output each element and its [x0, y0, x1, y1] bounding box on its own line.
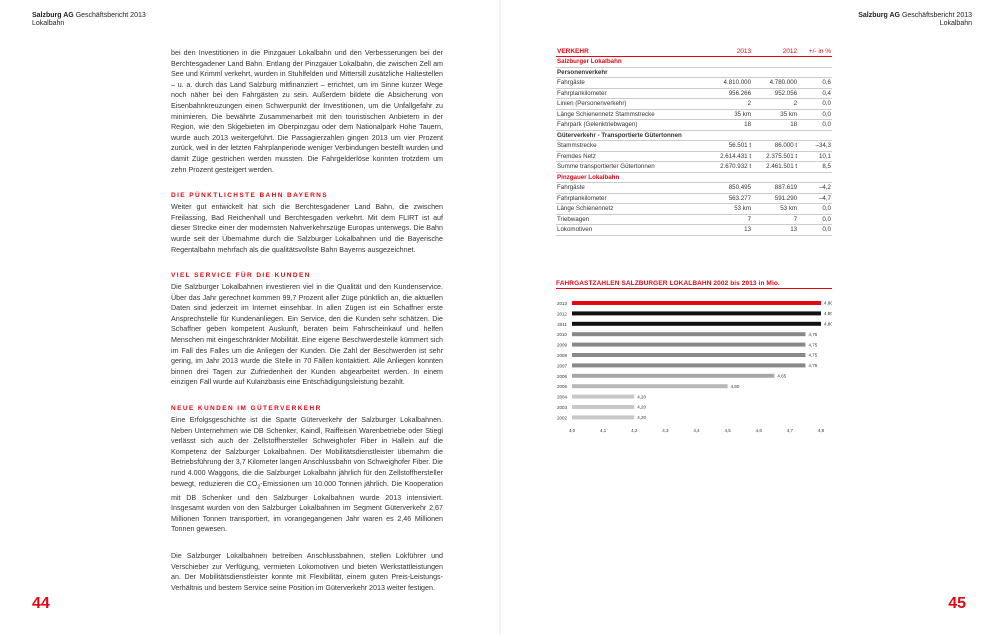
table-cell: 2.375.501 t [752, 151, 798, 162]
header-company: Salzburg AG [858, 12, 900, 19]
table-row [556, 204, 832, 215]
category-label: 2013 [556, 301, 567, 306]
table-cell: Personenverkehr [556, 67, 832, 78]
table-row [556, 193, 832, 204]
table-cell: 0,0 [798, 225, 832, 236]
table-cell: Fahrplankilometer [556, 88, 706, 99]
table-cell: Fremdes Netz [556, 151, 706, 162]
table-cell: 4.780.000 [752, 78, 798, 89]
bar-2011 [572, 322, 821, 326]
header-company: Salzburg AG [32, 12, 74, 19]
passenger-chart [556, 280, 832, 439]
table-cell: 56.501 t [706, 141, 752, 152]
table-row [556, 120, 832, 131]
chart-svg [556, 289, 832, 434]
value-label: 4,20 [637, 404, 647, 410]
category-label: 2005 [556, 384, 567, 390]
table-row [556, 88, 832, 99]
table-cell: Pinzgauer Lokalbahn [556, 172, 832, 183]
table-cell: Summe transportierter Gütertonnen [556, 162, 706, 173]
table-cell: Fahrplankilometer [556, 193, 706, 204]
bar-2002 [572, 415, 634, 419]
table-cell: –4,2 [798, 183, 832, 194]
page-header-left [32, 12, 146, 28]
bar-2013 [572, 301, 821, 305]
table-cell: 0,0 [798, 214, 832, 225]
value-label: 4,75 [808, 342, 818, 348]
value-label: 4,75 [808, 331, 818, 337]
section-heading: NEUE KUNDEN IM GÜTERVERKEHR [171, 405, 322, 413]
table-cell: Triebwagen [556, 214, 706, 225]
table-cell: Fahrgäste [556, 78, 706, 89]
x-tick-label: 4,6 [755, 427, 762, 433]
category-label: 2011 [557, 321, 567, 327]
table-cell: 10,1 [798, 151, 832, 162]
value-label: 4,80 [824, 311, 832, 317]
column-header: VERKEHR [556, 46, 706, 57]
category-label: 2003 [556, 405, 567, 410]
x-tick-label: 4,0 [568, 427, 576, 433]
category-label: 2012 [556, 311, 567, 317]
table-cell: 35 km [706, 109, 752, 120]
table-cell: 2.614.431 t [706, 151, 752, 162]
table-cell: 591.290 [752, 193, 798, 204]
table-row [556, 109, 832, 120]
bar-2009 [572, 343, 805, 347]
table-section-heading [556, 57, 832, 68]
table-cell: 0,6 [798, 78, 832, 89]
subscript: 2 [257, 484, 261, 491]
table-cell: –34,3 [798, 141, 832, 152]
table-cell: 0,0 [798, 120, 832, 131]
x-tick-label: 4,3 [662, 427, 669, 433]
table-cell: 850.495 [706, 183, 752, 194]
table-cell: 53 km [752, 204, 798, 215]
table-cell: 18 [752, 120, 798, 131]
table-cell: 35 km [752, 109, 798, 120]
table-cell: 18 [706, 120, 752, 131]
header-report: Geschäftsbericht 2013 [901, 12, 972, 19]
page-number-left: 44 [32, 595, 50, 612]
paragraph: Weiter gut entwickelt hat sich die Berchtesgadener Land Bahn, die zwischen Freilassing, Bad Reichenhall und Berchtesgaden verkehrt. Mit dem FLIRT ist auf dieser Strecke einer der modernsten Nahverkehrszüge Europas unterwegs. Die Bahn wurde seit der Übernahme durch die Salzburger Lokalbahnen und die Bayerische Regentalbahn mehrfach als die qualitätsvollste Bahn Bayerns ausgezeichnet. [171, 203, 443, 254]
category-label: 2009 [556, 342, 567, 348]
bar-2010 [572, 332, 805, 336]
table-cell: 7 [752, 214, 798, 225]
chart-title: FAHRGASTZAHLEN SALZBURGER LOKALBAHN 2002 bis 2013 in Mio. [556, 280, 832, 289]
table-cell: Fahrgäste [556, 183, 706, 194]
table-row [556, 214, 832, 225]
table-cell: 563.277 [706, 193, 752, 204]
table-cell: 2.670.932 t [706, 162, 752, 173]
category-label: 2002 [556, 415, 567, 421]
table-row [556, 151, 832, 162]
table-cell: 2 [706, 99, 752, 110]
category-label: 2010 [556, 332, 567, 338]
category-label: 2008 [556, 353, 567, 358]
table-row [556, 78, 832, 89]
value-label: 4,20 [637, 415, 647, 421]
bar-2004 [572, 395, 634, 399]
value-label: 4,80 [824, 321, 832, 327]
paragraph-text: Eine Erfolgsgeschichte ist die Sparte Güterverkehr der Salzburger Lokalbahnen. Neben Unternehmen wie DB Schenker, Kaindl, Raiffeisen Warenbetriebe oder Stiegl verlässt sich auch der Zellstoffhersteller Schweighofer Fiber in Hallein auf die Kompetenz der Salzburger Lokalbahnen. Der Mobilitätsdienstleister übernahm die Betriebsführung der 3,7 Kilometer langen Anschlussbahn von Schweighofer Fiber. Die rund 4.000 Waggons, die die Salzburger Lokalbahn jährlich für den Zellstoffhersteller bewegt, reduzieren die CO [171, 416, 443, 488]
table-cell: Fahrpark (Gelenktriebwagen) [556, 120, 706, 131]
bar-2003 [572, 405, 634, 409]
value-label: 4,75 [808, 352, 818, 358]
page-number-right: 45 [948, 595, 966, 612]
header-section: Lokalbahn [32, 20, 65, 27]
value-label: 4,20 [637, 394, 647, 400]
table-cell: Stammstrecke [556, 141, 706, 152]
header-report: Geschäftsbericht 2013 [75, 12, 146, 19]
table-row [556, 141, 832, 152]
table-cell: Länge Schienennetz Stammstrecke [556, 109, 706, 120]
bar-2012 [572, 311, 821, 315]
table-row [556, 99, 832, 110]
table-row [556, 225, 832, 236]
column-header: 2012 [752, 46, 798, 57]
value-label: 4,80 [824, 300, 832, 306]
bar-2006 [572, 374, 774, 378]
x-tick-label: 4,4 [693, 427, 700, 433]
paragraph [171, 415, 443, 535]
page-header-right [858, 12, 972, 28]
body-text [171, 48, 443, 603]
paragraph-text: -Emissionen um 10.000 Tonnen jährlich. Die Kooperation mit DB Schenker und den Salzburger Lokalbahnen wurde 2013 intensiviert. Insgesamt wurden von den Salzburger Lokalbahnen im Segment Güterverkehr 2,67 Millionen Tonnen transportiert, im vorangegangenen Jahr waren es 2,46 Millionen Tonnen gewesen. [171, 479, 443, 534]
table-cell: 8,5 [798, 162, 832, 173]
table-section-heading [556, 172, 832, 183]
section-heading: DIE PÜNKTLICHSTE BAHN BAYERNS [171, 192, 329, 200]
table-cell: 53 km [706, 204, 752, 215]
table-subheading [556, 130, 832, 141]
table-cell: Güterverkehr - Transportierte Gütertonnen [556, 130, 832, 141]
table-cell: Länge Schienennetz [556, 204, 706, 215]
header-section: Lokalbahn [939, 20, 972, 27]
table-cell: 2 [752, 99, 798, 110]
category-label: 2006 [556, 373, 567, 379]
paragraph: bei den Investitionen in die Pinzgauer Lokalbahn und den Verbesserungen bei der Berchtesgadener Land Bahn. Entlang der Pinzgauer Lokalbahn, die zwischen Zell am See und Krimml verkehrt, wurden in Stuhlfelden und Mittersill zusätzliche Haltestellen – u. a. durch das Land Salzburg mitfinanziert – errichtet, um im Sinne kurzer Wege noch näher bei den Fahrgästen zu sein. Außerdem bildete die Absicherung von Eisenbahnkreuzungen einen Schwerpunkt der Investitionen, um die Unfallgefahr zu minimieren. Die bewährte Zusammenarbeit mit den touristischen Anbietern in der Region, wie den Skigebieten im Oberpinzgau oder dem Nationalpark Hohe Tauern, wurde auch 2013 weitergeführt. Die Passagierzahlen gingen 2013 um vier Prozent zurück, weil in der letzten Fahrplanperiode weniger Verbindungen bestellt wurden und damit Züge gestrichen werden mussten. Die Fahrgelderlöse konnten trotzdem um zehn Prozent gesteigert werden. [171, 49, 443, 174]
table-cell: Salzburger Lokalbahn [556, 57, 832, 68]
table-cell: 4.810.000 [706, 78, 752, 89]
column-header: +/- in % [798, 46, 832, 57]
category-label: 2007 [556, 363, 567, 369]
table-cell: 0,0 [798, 99, 832, 110]
table-cell: 86.000 t [752, 141, 798, 152]
section-heading: VIEL SERVICE FÜR DIE KUNDEN [171, 272, 311, 280]
x-tick-label: 4,5 [724, 427, 731, 433]
value-label: 4,75 [808, 363, 818, 369]
table-cell: 887.619 [752, 183, 798, 194]
table-subheading [556, 67, 832, 78]
table-cell: 2.461.501 t [752, 162, 798, 173]
value-label: 4,50 [730, 383, 740, 389]
table-row [556, 183, 832, 194]
table-cell: 7 [706, 214, 752, 225]
paragraph: Die Salzburger Lokalbahnen investieren viel in die Qualität und den Kundenservice. Über das Jahr gerechnet kommen 99,7 Prozent aller Züge pünktlich an, die aktuellen Daten sind jederzeit im Internet einsehbar. In allen Zügen ist ein Schaffner erste Ansprechstelle für Kundenanliegen. Ein Service, den die Kunden sehr schätzen. Die Schaffner geben kompetent Auskunft, beraten beim Fahrscheinkauf und helfen Menschen mit eingeschränkter Mobilität. Eine eigene Beschwerdestelle kümmert sich im Fall des Falles um die Anliegen der Kunden. Die Zahl der Beschwerden ist sehr gering, im Jahr 2013 wurde die Stelle in 70 Fällen kontaktiert. Alle Anliegen konnten binnen drei Tagen zur Zufriedenheit der Kunden abgearbeitet werden. In einem einzigen Fall wurde auf Kulanzbasis eine Entschädigungsleistung bezahlt. [171, 283, 443, 387]
traffic-table [556, 46, 832, 236]
bar-2007 [572, 363, 805, 367]
table-cell: Linien (Personenverkehr) [556, 99, 706, 110]
value-label: 4,65 [777, 373, 787, 379]
category-label: 2004 [556, 394, 567, 400]
bar-2008 [572, 353, 805, 357]
table-row [556, 162, 832, 173]
x-tick-label: 4,7 [786, 427, 794, 433]
table-cell: –4,7 [798, 193, 832, 204]
table-cell: 0,0 [798, 204, 832, 215]
x-tick-label: 4,1 [599, 427, 607, 433]
table-cell: 13 [752, 225, 798, 236]
x-tick-label: 4,2 [631, 427, 638, 433]
bar-2005 [572, 384, 728, 388]
table-cell: 0,4 [798, 88, 832, 99]
table-cell: 952.056 [752, 88, 798, 99]
page-spine [499, 0, 501, 635]
table-cell: Lokomotiven [556, 225, 706, 236]
table-cell: 13 [706, 225, 752, 236]
table-cell: 0,0 [798, 109, 832, 120]
table-cell: 956.266 [706, 88, 752, 99]
x-tick-label: 4,8 [817, 427, 825, 433]
paragraph: Die Salzburger Lokalbahnen betreiben Anschlussbahnen, stellen Lokführer und Verschieber zur Verfügung, vermieten Lokomotiven und bieten Werkstattleistungen an. Der Mobilitätsdienstleister konnte mit Flexibilität, einem guten Preis-Leistungs-Verhältnis und bestem Service seine Position im Güterverkehr 2013 weiter festigen. [171, 551, 443, 592]
column-header: 2013 [706, 46, 752, 57]
table-header-row [556, 46, 832, 57]
